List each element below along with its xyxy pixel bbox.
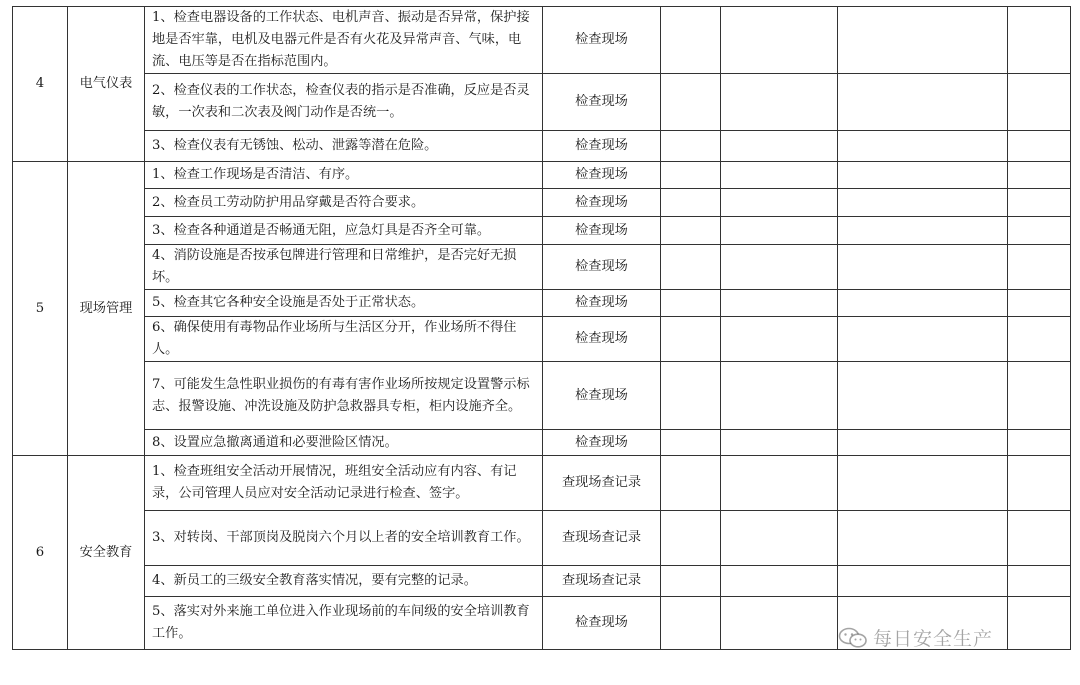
blank-cell [838, 317, 1008, 362]
blank-cell [1008, 317, 1071, 362]
item-method: 检查现场 [543, 131, 661, 162]
item-method: 检查现场 [543, 162, 661, 189]
table-row [13, 456, 1071, 511]
item-method: 查现场查记录 [543, 511, 661, 566]
blank-cell [838, 362, 1008, 430]
blank-cell [838, 74, 1008, 131]
blank-cell [838, 7, 1008, 74]
blank-cell [838, 290, 1008, 317]
item-method: 查现场查记录 [543, 456, 661, 511]
blank-cell [1008, 7, 1071, 74]
blank-cell [721, 74, 838, 131]
blank-cell [721, 162, 838, 189]
table-row [13, 162, 1071, 189]
blank-cell [838, 162, 1008, 189]
item-content: 4、新员工的三级安全教育落实情况，要有完整的记录。 [145, 566, 543, 597]
blank-cell [661, 456, 721, 511]
section-number: 4 [13, 7, 68, 162]
blank-cell [661, 189, 721, 217]
blank-cell [1008, 245, 1071, 290]
blank-cell [721, 597, 838, 650]
blank-cell [661, 597, 721, 650]
blank-cell [1008, 162, 1071, 189]
blank-cell [661, 511, 721, 566]
blank-cell [721, 7, 838, 74]
item-method: 检查现场 [543, 597, 661, 650]
item-content: 1、检查班组安全活动开展情况，班组安全活动应有内容、有记录，公司管理人员应对安全活动记录进行检查、签字。 [145, 456, 543, 511]
blank-cell [838, 456, 1008, 511]
blank-cell [661, 362, 721, 430]
table-row [13, 566, 1071, 597]
blank-cell [661, 290, 721, 317]
blank-cell [1008, 362, 1071, 430]
item-method: 检查现场 [543, 430, 661, 456]
section-category: 现场管理 [68, 162, 145, 456]
blank-cell [661, 131, 721, 162]
item-method: 检查现场 [543, 245, 661, 290]
blank-cell [1008, 430, 1071, 456]
blank-cell [838, 217, 1008, 245]
inspection-table [12, 6, 1071, 650]
item-content: 1、检查工作现场是否清洁、有序。 [145, 162, 543, 189]
item-method: 检查现场 [543, 189, 661, 217]
blank-cell [661, 162, 721, 189]
table-row [13, 317, 1071, 362]
blank-cell [1008, 290, 1071, 317]
item-content: 8、设置应急撤离通道和必要泄险区情况。 [145, 430, 543, 456]
section-number: 6 [13, 456, 68, 650]
blank-cell [1008, 74, 1071, 131]
item-content: 7、可能发生急性职业损伤的有毒有害作业场所按规定设置警示标志、报警设施、冲洗设施及防护急救器具专柜，柜内设施齐全。 [145, 362, 543, 430]
blank-cell [721, 317, 838, 362]
table-row [13, 189, 1071, 217]
item-content: 5、检查其它各种安全设施是否处于正常状态。 [145, 290, 543, 317]
blank-cell [721, 245, 838, 290]
item-content: 2、检查员工劳动防护用品穿戴是否符合要求。 [145, 189, 543, 217]
blank-cell [1008, 566, 1071, 597]
wechat-icon [838, 626, 868, 650]
item-content: 3、检查仪表有无锈蚀、松动、泄露等潜在危险。 [145, 131, 543, 162]
blank-cell [661, 317, 721, 362]
item-content: 3、对转岗、干部顶岗及脱岗六个月以上者的安全培训教育工作。 [145, 511, 543, 566]
table-row [13, 131, 1071, 162]
blank-cell [838, 189, 1008, 217]
item-content: 1、检查电器设备的工作状态、电机声音、振动是否异常，保护接地是否牢靠，电机及电器元件是否有火花及异常声音、气味，电流、电压等是否在指标范围内。 [145, 7, 543, 74]
item-method: 检查现场 [543, 317, 661, 362]
blank-cell [661, 566, 721, 597]
blank-cell [721, 362, 838, 430]
blank-cell [661, 430, 721, 456]
item-method: 检查现场 [543, 217, 661, 245]
item-content: 3、检查各种通道是否畅通无阻，应急灯具是否齐全可靠。 [145, 217, 543, 245]
blank-cell [661, 217, 721, 245]
section-category: 安全教育 [68, 456, 145, 650]
blank-cell [838, 131, 1008, 162]
blank-cell [838, 430, 1008, 456]
blank-cell [1008, 511, 1071, 566]
blank-cell [1008, 217, 1071, 245]
blank-cell [721, 290, 838, 317]
item-content: 4、消防设施是否按承包牌进行管理和日常维护，是否完好无损坏。 [145, 245, 543, 290]
blank-cell [721, 217, 838, 245]
watermark-text: 每日安全生产 [873, 628, 994, 650]
blank-cell [721, 430, 838, 456]
blank-cell [1008, 597, 1071, 650]
blank-cell [1008, 456, 1071, 511]
blank-cell [721, 566, 838, 597]
blank-cell [661, 74, 721, 131]
item-content: 6、确保使用有毒物品作业场所与生活区分开，作业场所不得住人。 [145, 317, 543, 362]
watermark [838, 624, 993, 651]
section-number: 5 [13, 162, 68, 456]
blank-cell [721, 189, 838, 217]
blank-cell [838, 566, 1008, 597]
item-content: 2、检查仪表的工作状态，检查仪表的指示是否准确，反应是否灵敏，一次表和二次表及阀门动作是否统一。 [145, 74, 543, 131]
item-method: 检查现场 [543, 290, 661, 317]
table-row [13, 290, 1071, 317]
item-method: 检查现场 [543, 362, 661, 430]
blank-cell [661, 245, 721, 290]
table-row [13, 362, 1071, 430]
table-row [13, 74, 1071, 131]
table-row [13, 7, 1071, 74]
table-row [13, 245, 1071, 290]
item-method: 检查现场 [543, 74, 661, 131]
table-row [13, 511, 1071, 566]
blank-cell [661, 7, 721, 74]
item-method: 检查现场 [543, 7, 661, 74]
blank-cell [721, 456, 838, 511]
blank-cell [1008, 131, 1071, 162]
item-content: 5、落实对外来施工单位进入作业现场前的车间级的安全培训教育工作。 [145, 597, 543, 650]
blank-cell [721, 511, 838, 566]
table-row [13, 430, 1071, 456]
blank-cell [721, 131, 838, 162]
blank-cell [1008, 189, 1071, 217]
table-row [13, 217, 1071, 245]
blank-cell [838, 511, 1008, 566]
blank-cell [838, 245, 1008, 290]
item-method: 查现场查记录 [543, 566, 661, 597]
section-category: 电气仪表 [68, 7, 145, 162]
